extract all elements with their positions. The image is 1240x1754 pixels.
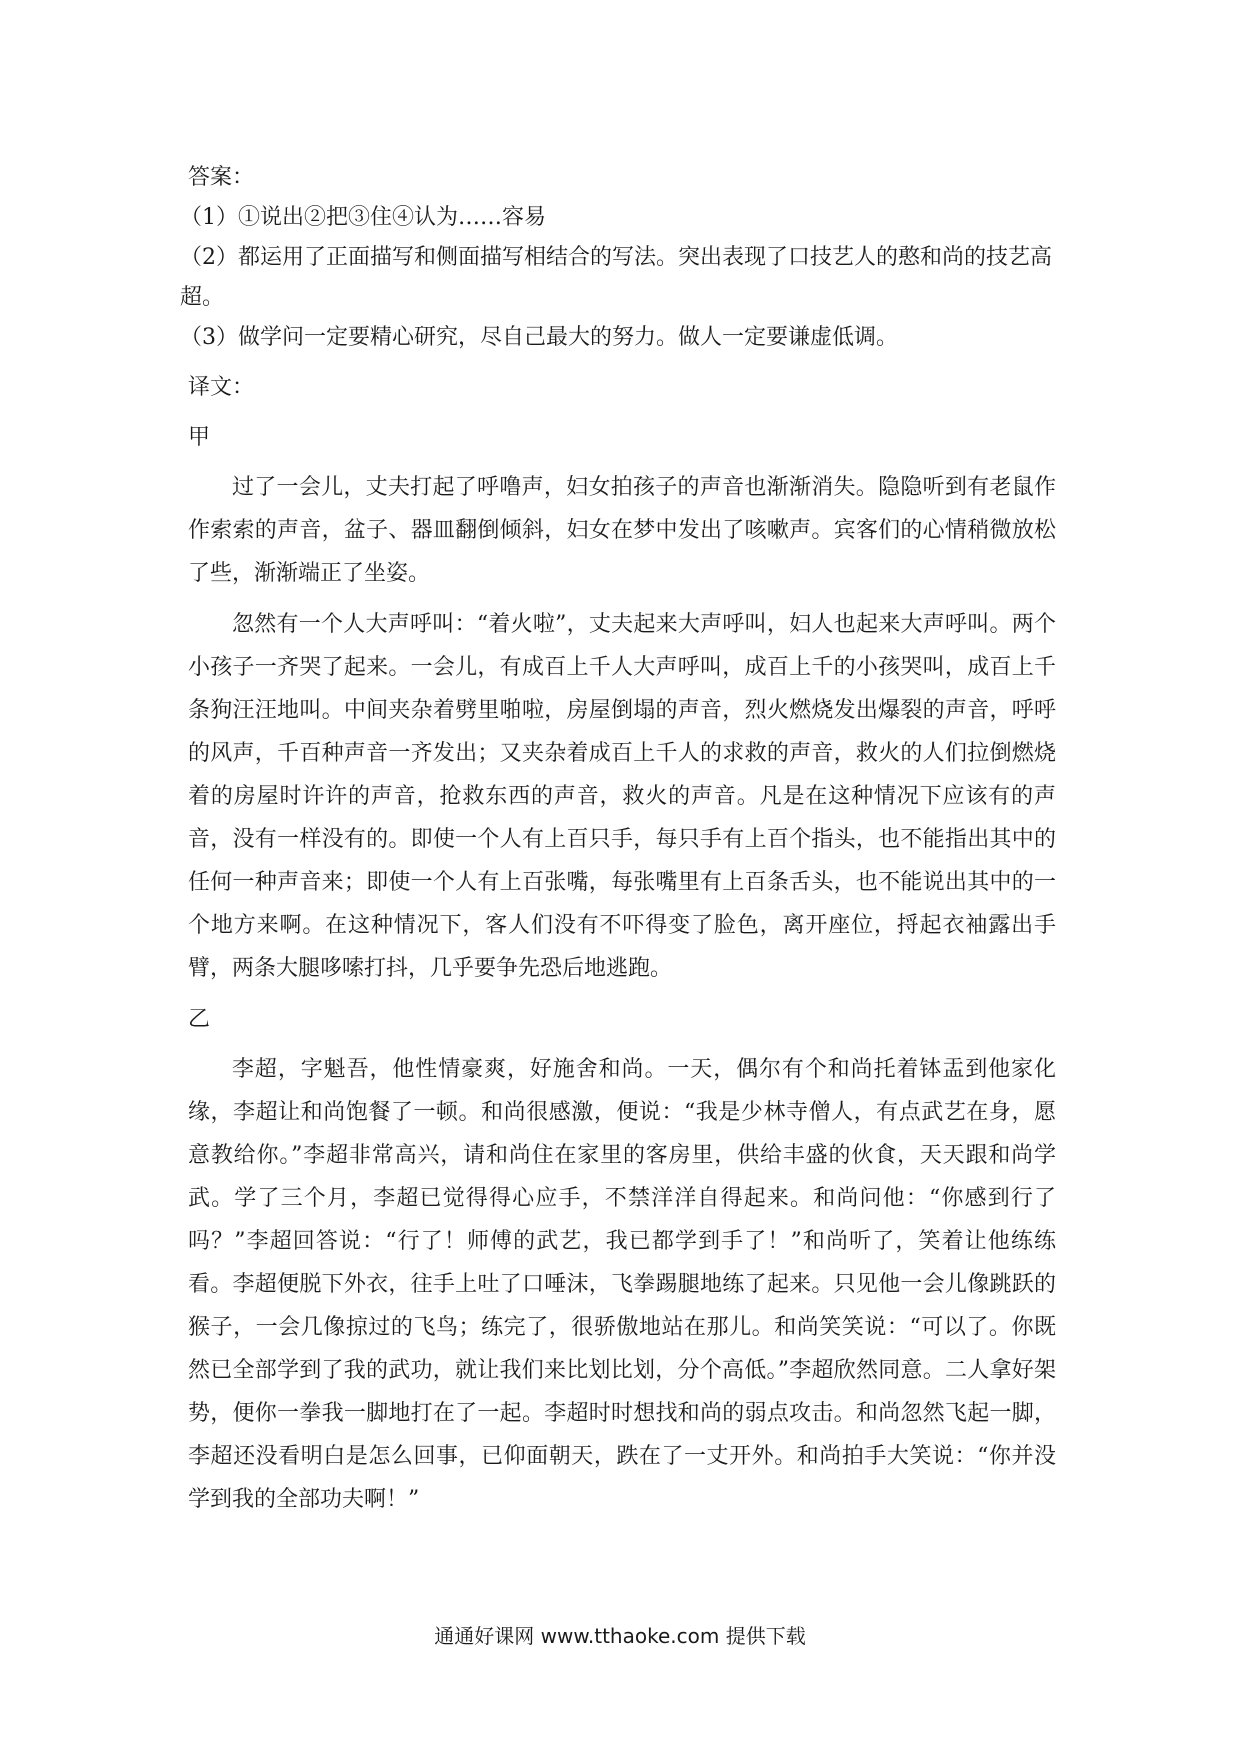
document-body [180,158,1056,1521]
answer-item-2: （2）都运用了正面描写和侧面描写相结合的写法。突出表现了口技艺人的憨和尚的技艺高超。 [180,245,1053,310]
section-a-paragraph-2: 忽然有一个人大声呼叫：“着火啦”，丈夫起来大声呼叫，妇人也起来大声呼叫。两个小孩子一齐哭了起来。一会儿，有成百上千人大声呼叫，成百上千的小孩哭叫，成百上千条狗汪汪地叫。中间夹杂着劈里啪啦，房屋倒塌的声音，烈火燃烧发出爆裂的声音，呼呼的风声，千百种声音一齐发出；又夹杂着成百上千人的求救的声音，救火的人们拉倒燃烧着的房屋时许许的声音，抢救东西的声音，救火的声音。凡是在这种情况下应该有的声音，没有一样没有的。即使一个人有上百只手，每只手有上百个指头，也不能指出其中的任何一种声音来；即使一个人有上百张嘴，每张嘴里有上百条舌头，也不能说出其中的一个地方来啊。在这种情况下，客人们没有不吓得变了脸色，离开座位，捋起衣袖露出手臂，两条大腿哆嗦打抖，几乎要争先恐后地逃跑。 [188,612,1056,981]
section-a-label: 甲 [188,425,211,450]
section-a-paragraph-1: 过了一会儿，丈夫打起了呼噜声，妇女拍孩子的声音也渐渐消失。隐隐听到有老鼠作作索索的声音，盆子、器皿翻倒倾斜，妇女在梦中发出了咳嗽声。宾客们的心情稍微放松了些，渐渐端正了坐姿。 [188,475,1056,586]
page-footer: 通通好课网 www.tthaoke.com 提供下载 [434,1624,806,1648]
answer-item-1: （1）①说出②把③住④认为……容易 [180,205,546,230]
section-b-paragraph-1: 李超，字魁吾，他性情豪爽，好施舍和尚。一天，偶尔有个和尚托着钵盂到他家化缘，李超让和尚饱餐了一顿。和尚很感激，便说：“我是少林寺僧人，有点武艺在身，愿意教给你。”李超非常高兴，请和尚住在家里的客房里，供给丰盛的伙食，天天跟和尚学武。学了三个月，李超已觉得得心应手，不禁洋洋自得起来。和尚问他：“你感到行了吗？”李超回答说：“行了！师傅的武艺，我已都学到手了！”和尚听了，笑着让他练练看。李超便脱下外衣，往手上吐了口唾沫，飞拳踢腿地练了起来。只见他一会儿像跳跃的猴子，一会几像掠过的飞鸟；练完了，很骄傲地站在那儿。和尚笑笑说：“可以了。你既然已全部学到了我的武功，就让我们来比划比划，分个高低。”李超欣然同意。二人拿好架势，便你一拳我一脚地打在了一起。李超时时想找和尚的弱点攻击。和尚忽然飞起一脚，李超还没看明白是怎么回事，已仰面朝天，跌在了一丈开外。和尚拍手大笑说：“你并没学到我的全部功夫啊！” [188,1057,1056,1512]
answer-item-3: （3）做学问一定要精心研究，尽自己最大的努力。做人一定要谦虚低调。 [180,325,898,350]
answer-heading: 答案： [188,165,255,190]
section-b-label: 乙 [188,1007,211,1032]
translation-heading: 译文： [188,375,255,400]
